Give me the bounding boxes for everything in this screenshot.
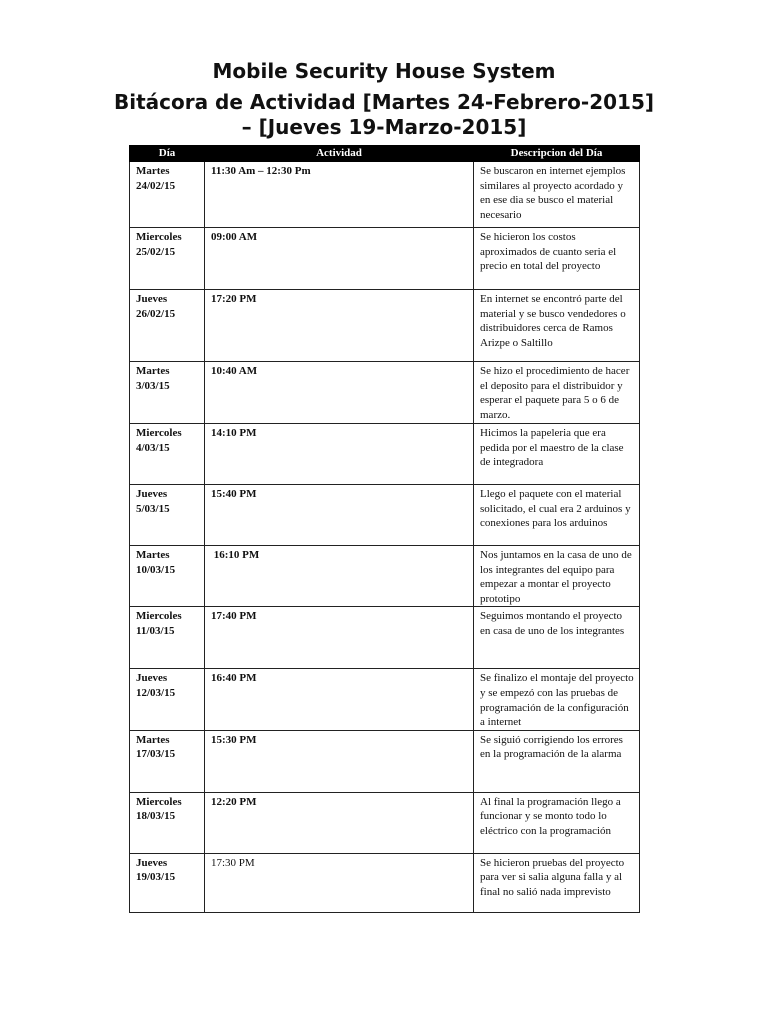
- activity-description: En internet se encontró parte del material y se busco vendedores o distribuidores cerca de Ramos Arizpe o Saltillo: [474, 290, 640, 362]
- document-title: Mobile Security House System: [212, 59, 556, 83]
- day-cell: [130, 485, 205, 546]
- day-date: 25/02/15: [136, 245, 176, 258]
- table-row: [130, 362, 640, 424]
- day-date: 11/03/15: [136, 624, 175, 637]
- document-subtitle-line1: Bitácora de Actividad [Martes 24-Febrero-2015]: [113, 90, 655, 114]
- day-name: Jueves: [136, 856, 168, 869]
- day-name: Miercoles: [136, 795, 182, 808]
- table-row: [130, 607, 640, 669]
- day-cell: [130, 669, 205, 730]
- day-date: 3/03/15: [136, 379, 170, 392]
- table-row: [130, 162, 640, 228]
- activity-description: Al final la programación llego a funcionar y se monto todo lo eléctrico con la programación: [474, 792, 640, 853]
- day-date: 12/03/15: [136, 686, 176, 699]
- day-cell: [130, 730, 205, 792]
- day-cell: [130, 792, 205, 853]
- day-cell: [130, 607, 205, 669]
- day-name: Jueves: [136, 293, 168, 305]
- activity-description: Nos juntamos en la casa de uno de los integrantes del equipo para empezar a montar el proyecto prototipo: [474, 546, 640, 607]
- activity-time: 15:40 PM: [205, 485, 474, 546]
- table-row: [130, 792, 640, 853]
- activity-time: 17:30 PM: [205, 853, 474, 912]
- day-cell: [130, 162, 205, 228]
- day-date: 24/02/15: [136, 179, 176, 192]
- activity-time: 14:10 PM: [205, 424, 474, 485]
- day-name: Miercoles: [136, 427, 182, 439]
- day-cell: [130, 546, 205, 607]
- activity-description: Se finalizo el montaje del proyecto y se empezó con las pruebas de programación de la configuración a internet: [474, 669, 640, 730]
- day-date: 5/03/15: [136, 502, 170, 515]
- day-cell: [130, 228, 205, 290]
- activity-description: Se hizo el procedimiento de hacer el deposito para el distribuidor y esperar el paquete para 5 o 6 de marzo.: [474, 362, 640, 424]
- table-header-row: [130, 146, 640, 162]
- activity-description: Hicimos la papeleria que era pedida por el maestro de la clase de integradora: [474, 424, 640, 485]
- day-cell: [130, 362, 205, 424]
- document-subtitle-line2: – [Jueves 19-Marzo-2015]: [241, 115, 527, 139]
- activity-time: 09:00 AM: [205, 228, 474, 290]
- day-date: 19/03/15: [136, 871, 176, 884]
- activity-log-table: [129, 145, 640, 913]
- activity-time: 16:40 PM: [205, 669, 474, 730]
- activity-description: Se hicieron pruebas del proyecto para ver si salia alguna falla y al final no salió nada imprevisto: [474, 853, 640, 912]
- table-row: [130, 669, 640, 730]
- activity-time: 17:40 PM: [205, 607, 474, 669]
- activity-time: 17:20 PM: [205, 290, 474, 362]
- day-date: 4/03/15: [136, 441, 170, 454]
- column-header-day: Día: [130, 146, 205, 162]
- activity-description: Seguimos montando el proyecto en casa de uno de los integrantes: [474, 607, 640, 669]
- activity-description: Se buscaron en internet ejemplos similares al proyecto acordado y en ese dia se busco el material necesario: [474, 162, 640, 228]
- day-date: 10/03/15: [136, 563, 176, 576]
- day-name: Jueves: [136, 488, 168, 500]
- activity-time: 11:30 Am – 12:30 Pm: [205, 162, 474, 228]
- day-name: Martes: [136, 365, 170, 377]
- day-name: Miercoles: [136, 231, 182, 243]
- day-cell: [130, 424, 205, 485]
- day-name: Martes: [136, 733, 170, 746]
- document-header: [0, 59, 768, 140]
- activity-time: 12:20 PM: [205, 792, 474, 853]
- table-row: [130, 290, 640, 362]
- activity-description: Llego el paquete con el material solicitado, el cual era 2 arduinos y conexiones para los arduinos: [474, 485, 640, 546]
- activity-description: Se siguió corrigiendo los errores en la programación de la alarma: [474, 730, 640, 792]
- table-row: [130, 730, 640, 792]
- activity-time: 16:10 PM: [205, 546, 474, 607]
- activity-time: 10:40 AM: [205, 362, 474, 424]
- day-name: Martes: [136, 165, 170, 177]
- day-cell: [130, 853, 205, 912]
- day-date: 17/03/15: [136, 748, 176, 761]
- table-row: [130, 424, 640, 485]
- day-name: Martes: [136, 549, 170, 561]
- table-row: [130, 485, 640, 546]
- activity-description: Se hicieron los costos aproximados de cuanto seria el precio en total del proyecto: [474, 228, 640, 290]
- table-row: [130, 228, 640, 290]
- day-date: 18/03/15: [136, 810, 176, 823]
- column-header-activity: Actividad: [205, 146, 474, 162]
- day-cell: [130, 290, 205, 362]
- activity-time: 15:30 PM: [205, 730, 474, 792]
- table-row: [130, 853, 640, 912]
- column-header-description: Descripcion del Día: [474, 146, 640, 162]
- day-date: 26/02/15: [136, 307, 176, 320]
- day-name: Jueves: [136, 672, 168, 685]
- day-name: Miercoles: [136, 610, 182, 623]
- table-row: [130, 546, 640, 607]
